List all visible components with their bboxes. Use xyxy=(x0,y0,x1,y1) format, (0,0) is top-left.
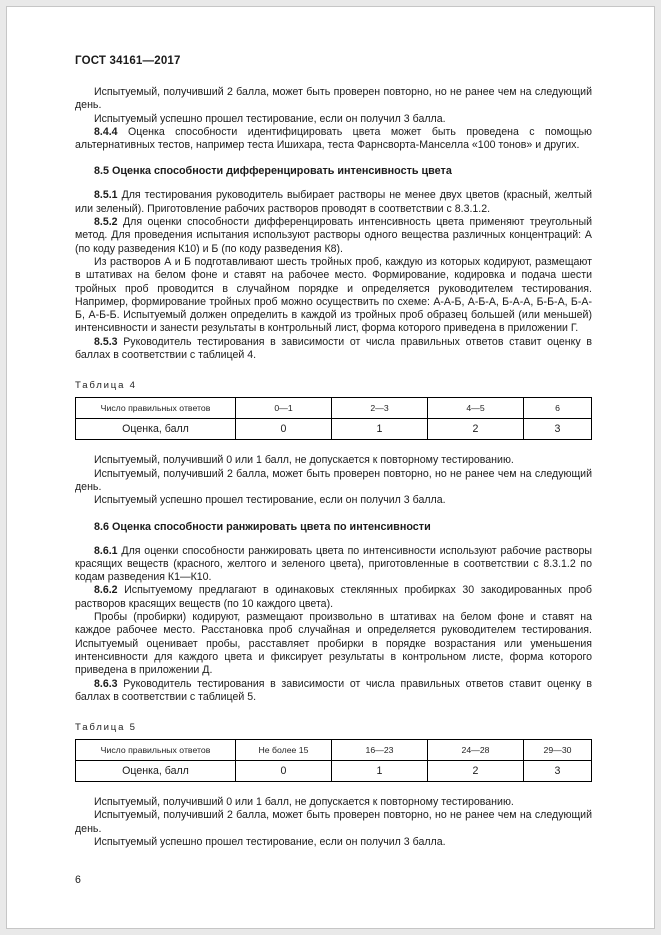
clause-text: Руководитель тестирования в зависимости от числа правильных ответов ставит оценку в баллах в соответствии с таблицей 5. xyxy=(75,677,592,703)
table-cell: 16—23 xyxy=(332,740,428,761)
table-cell: 4—5 xyxy=(428,398,524,419)
clause-8-6-2 xyxy=(75,584,592,611)
table-cell: 1 xyxy=(332,419,428,440)
table-cell: Число правильных ответов xyxy=(76,740,236,761)
table-cell: 24—28 xyxy=(428,740,524,761)
table-cell: 2—3 xyxy=(332,398,428,419)
section-title-8-6: 8.6 Оценка способности ранжировать цвета по интенсивности xyxy=(94,520,431,533)
clause-text: Для тестирования руководитель выбирает растворы не менее двух цветов (красный, желтый или зеленый). Приготовление рабочих растворов проводят в соответствии с 8.3.1.2. xyxy=(75,189,592,215)
paragraph-retest-2points: Испытуемый, получивший 2 балла, может быть проверен повторно, но не ранее чем на следующий день. xyxy=(75,467,592,493)
clause-8-5-2 xyxy=(75,216,592,256)
paragraph-fail-0-1: Испытуемый, получивший 0 или 1 балл, не допускается к повторному тестированию. xyxy=(94,454,514,467)
table-cell: 3 xyxy=(524,761,592,782)
clause-number: 8.5.3 xyxy=(94,335,118,348)
clause-number: 8.6.2 xyxy=(94,584,118,597)
clause-text: Для оценки способности дифференцировать интенсивность цвета применяют треугольный метод. Для проведения испытания используют растворы одного вещества различных концентраций: А (по коду разведения К10) и Б (по коду разведения К8). xyxy=(75,216,592,255)
table-cell: 6 xyxy=(524,398,592,419)
table-cell: Не более 15 xyxy=(236,740,332,761)
page-content xyxy=(75,55,592,849)
table-cell: 0—1 xyxy=(236,398,332,419)
paragraph-pass-3points: Испытуемый успешно прошел тестирование, если он получил 3 балла. xyxy=(94,112,446,125)
section-title-8-5: 8.5 Оценка способности дифференцировать интенсивность цвета xyxy=(94,165,452,178)
paragraph-fail-0-1: Испытуемый, получивший 0 или 1 балл, не допускается к повторному тестированию. xyxy=(94,796,514,809)
clause-number: 8.5.1 xyxy=(94,189,118,202)
paragraph-retest-2points: Испытуемый, получивший 2 балла, может быть проверен повторно, но не ранее чем на следующий день. xyxy=(75,809,592,835)
table-cell: Число правильных ответов xyxy=(76,398,236,419)
clause-text: Руководитель тестирования в зависимости от числа правильных ответов ставит оценку в баллах в соответствии с таблицей 4. xyxy=(75,335,592,362)
table-cell: 2 xyxy=(428,761,524,782)
clause-text: Испытуемому предлагают в одинаковых стеклянных пробирках 30 закодированных проб растворов красящих веществ (по 10 каждого цвета). xyxy=(75,584,592,610)
paragraph-probe-arrangement: Пробы (пробирки) кодируют, размещают произвольно в штативах на белом фоне и ставят на каждое рабочее место. Расстановка проб случайная и определяется руководителем тестирования. Испытуемый оценивает пробы, расставляет пробирки в порядке возрастания или уменьшения интенсивности для каждого цвета и фиксирует результаты в контрольном листе, форма которого приведена в приложении Д. xyxy=(75,611,592,677)
paragraph-pass-3points: Испытуемый успешно прошел тестирование, если он получил 3 балла. xyxy=(94,494,446,507)
clause-number: 8.4.4 xyxy=(94,125,118,138)
table-cell: 1 xyxy=(332,761,428,782)
table-cell: 0 xyxy=(236,761,332,782)
clause-text: Для оценки способности ранжировать цвета по интенсивности используют рабочие растворы красящих веществ (красного, желтого и зеленого цвета), приготовленные в соответствии с 8.3.1.2 по кодам разведения К1—К10. xyxy=(75,544,592,584)
table-cell: 2 xyxy=(428,419,524,440)
clause-8-5-1 xyxy=(75,189,592,216)
paragraph-retest-2points: Испытуемый, получивший 2 балла, может быть проверен повторно, но не ранее чем на следующий день. xyxy=(75,86,592,112)
clause-8-5-3 xyxy=(75,336,592,363)
clause-8-6-3 xyxy=(75,678,592,705)
table-cell: 0 xyxy=(236,419,332,440)
clause-number: 8.5.2 xyxy=(94,216,118,229)
clause-number: 8.6.3 xyxy=(94,677,118,690)
table-4-header-row xyxy=(76,398,592,419)
table-5-caption: Таблица 5 xyxy=(75,722,137,734)
table-cell: 29—30 xyxy=(524,740,592,761)
clause-8-6-1 xyxy=(75,545,592,585)
table-5 xyxy=(75,739,592,782)
table-cell: 3 xyxy=(524,419,592,440)
table-cell: Оценка, балл xyxy=(76,419,236,440)
doc-number-header: ГОСТ 34161—2017 xyxy=(75,55,181,67)
clause-8-4-4 xyxy=(75,126,592,153)
table-4-caption: Таблица 4 xyxy=(75,380,137,392)
table-4-value-row xyxy=(76,419,592,440)
table-5-value-row xyxy=(76,761,592,782)
table-cell: Оценка, балл xyxy=(76,761,236,782)
table-4 xyxy=(75,397,592,440)
paragraph-triple-samples: Из растворов А и Б подготавливают шесть тройных проб, каждую из которых кодируют, размещают в штативах на белом фоне и ставят на рабочее место. Формирование, кодировка и подача шести тройных проб проводится в случайном порядке и определяется руководителем тестирования. Например, формирование тройных проб можно осуществить по схеме: А-А-Б, А-Б-А, Б-А-А, Б-Б-А, Б-А-Б, А-Б-Б. Испытуемый должен определить в каждой из тройных проб образец большей (или меньшей) интенсивности и занести результаты в контрольный лист, форма которого приведена в приложении Г. xyxy=(75,255,592,335)
document-page xyxy=(6,6,655,929)
table-5-header-row xyxy=(76,740,592,761)
clause-number: 8.6.1 xyxy=(94,544,118,557)
page-number: 6 xyxy=(75,874,81,886)
clause-text: Оценка способности идентифицировать цвета может быть проведена с помощью альтернативных тестов, например теста Ишихара, теста Фарнсворта-Манселла «100 тонов» и других. xyxy=(75,125,592,152)
paragraph-pass-3points: Испытуемый успешно прошел тестирование, если он получил 3 балла. xyxy=(94,835,446,848)
